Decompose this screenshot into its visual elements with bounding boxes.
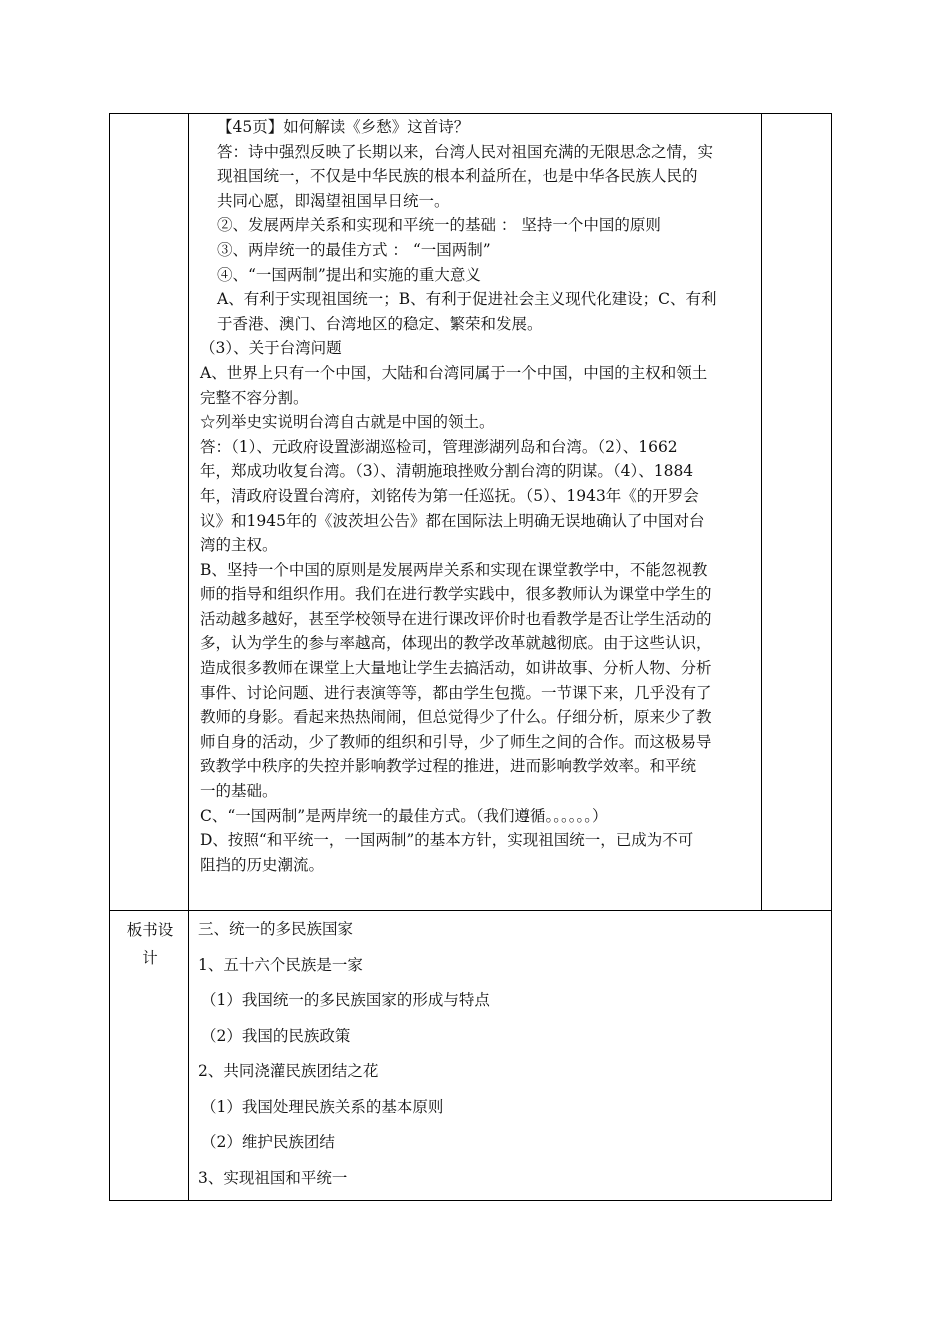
column-divider-left [188,113,189,1201]
content-line: 师自身的活动，少了教师的组织和引导，少了师生之间的合作。而这极易导 [200,732,712,751]
content-line: 年，郑成功收复台湾。（3）、清朝施琅挫败分割台湾的阴谋。（4）、1884 [200,462,694,481]
content-line: 答：（1）、元政府设置澎湖巡检司，管理澎湖列岛和台湾。（2）、1662 [200,437,678,456]
content-line: 【45页】如何解读《乡愁》这首诗？ [217,118,470,136]
content-line: 致教学中秩序的失控并影响教学过程的推进，进而影响教学效率。和平统 [200,757,697,776]
row-divider [109,910,832,911]
table-left-border [109,113,110,1201]
table-top-border [109,113,832,114]
board-line: （1）我国处理民族关系的基本原则 [201,1098,444,1116]
content-line: （3）、关于台湾问题 [200,339,342,358]
board-line: （2）维护民族团结 [201,1133,335,1151]
content-line: 答：诗中强烈反映了长期以来，台湾人民对祖国充满的无限思念之情，实 [217,142,714,161]
board-design-label-line2: 计 [142,949,158,967]
table-bottom-border [109,1200,832,1201]
lesson-content-cell [196,115,756,877]
content-line: 于香港、澳门、台湾地区的稳定、繁荣和发展。 [217,314,543,333]
content-line: 湾的主权。 [200,536,278,555]
content-line: 教师的身影。看起来热热闹闹，但总觉得少了什么。仔细分析，原来少了教 [200,708,712,727]
board-line: 3、实现祖国和平统一 [198,1169,348,1187]
content-line: A、世界上只有一个中国，大陆和台湾同属于一个中国，中国的主权和领土 [200,363,708,382]
board-design-label [112,916,188,972]
content-line: 事件、讨论问题、进行表演等等，都由学生包揽。一节课下来，几乎没有了 [200,683,712,702]
board-line: 2、共同浇灌民族团结之花 [198,1062,379,1080]
content-line: 师的指导和组织作用。我们在进行教学实践中，很多教师认为课堂中学生的 [200,585,712,604]
content-line: ③、两岸统一的最佳方式 ： “一国两制” [217,240,491,259]
content-line: C、“一国两制”是两岸统一的最佳方式。（我们遵循。。。。。。） [200,806,608,825]
content-line: D、按照“和平统一，一国两制”的基本方针，实现祖国统一，已成为不可 [200,831,694,850]
table-right-border [831,113,832,1201]
content-line: 造成很多教师在课堂上大量地让学生去搞活动，如讲故事、分析人物、分析 [200,659,712,678]
content-line: B、坚持一个中国的原则是发展两岸关系和实现在课堂教学中，不能忽视教 [200,560,708,579]
content-line: ④、“一国两制”提出和实施的重大意义 [217,265,481,284]
content-line: 议》和1945年的《波茨坦公告》都在国际法上明确无误地确认了中国对台 [200,511,705,530]
content-line: 完整不容分割。 [200,388,309,407]
board-design-label-line1: 板书设 [126,921,174,939]
content-line: 现祖国统一，不仅是中华民族的根本利益所在，也是中华各民族人民的 [217,167,698,186]
content-line: 年，清政府设置台湾府，刘铭传为第一任巡抚。（5）、1943年《的开罗会 [200,486,699,505]
content-line: 一的基础。 [200,782,278,801]
content-line: 多，认为学生的参与率越高，体现出的教学改革就越彻底。由于这些认识， [200,634,712,653]
content-line: ☆列举史实说明台湾自古就是中国的领土。 [200,413,495,432]
content-line: 阻挡的历史潮流。 [200,855,325,874]
board-line: 三、统一的多民族国家 [198,920,354,938]
content-line: A、有利于实现祖国统一；B、有利于促进社会主义现代化建设；C、有利 [217,290,717,309]
column-divider-right [761,113,762,911]
board-line: （1）我国统一的多民族国家的形成与特点 [201,991,490,1009]
content-line: 活动越多越好，甚至学校领导在进行课改评价时也看教学是否让学生活动的 [200,609,712,628]
board-line: 1、五十六个民族是一家 [198,956,363,974]
board-line: （2）我国的民族政策 [201,1027,351,1045]
content-line: 共同心愿，即渴望祖国早日统一。 [217,191,450,210]
content-line: ②、发展两岸关系和实现和平统一的基础 ： 坚持一个中国的原则 [217,216,661,235]
